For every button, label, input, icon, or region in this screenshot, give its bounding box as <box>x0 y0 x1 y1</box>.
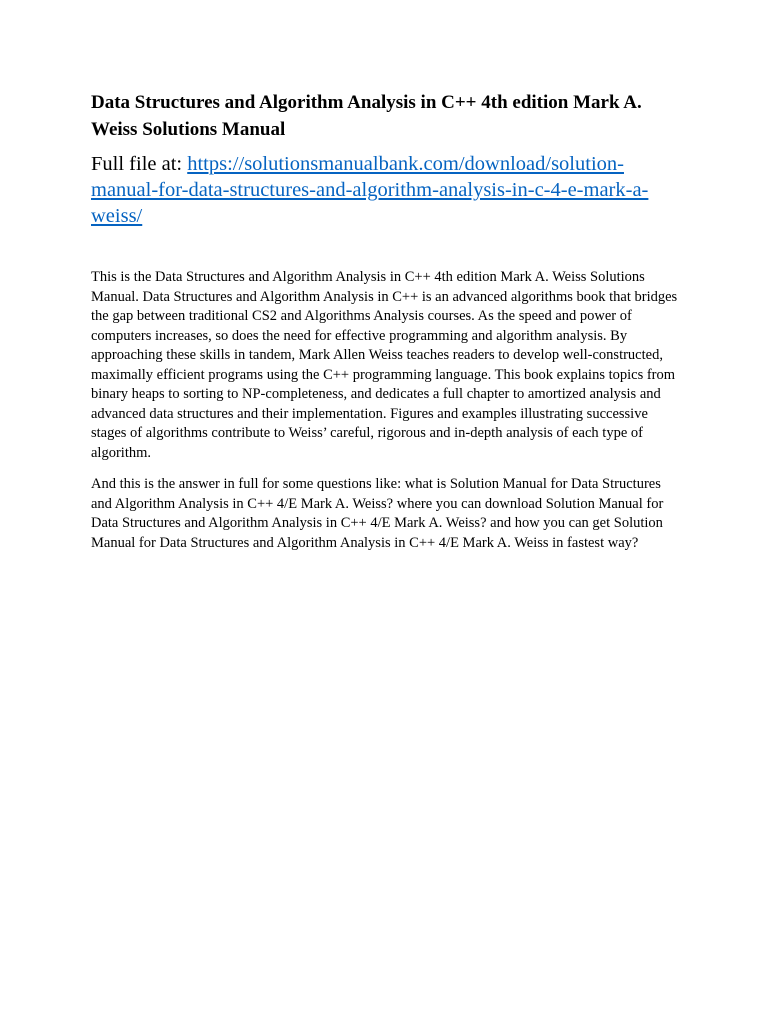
questions-paragraph: And this is the answer in full for some questions like: what is Solution Manual for Data Structures and Algorithm Analysis in C++ 4/E Mark A. Weiss? where you can download Solution Manual for Data Structures and Algorithm Analysis in C++ 4/E Mark A. Weiss? and how you can get Solution Manual for Data Structures and Algorithm Analysis in C++ 4/E Mark A. Weiss in fastest way? <box>91 476 664 551</box>
full-file-link[interactable]: https://solutionsmanualbank.com/download/solution-manual-for-data-structures-and-algorithm-analysis-in-c-4-e-mark-a-weiss/ <box>91 153 649 227</box>
full-file-line <box>91 151 681 229</box>
description-paragraph: This is the Data Structures and Algorithm Analysis in C++ 4th edition Mark A. Weiss Solutions Manual. Data Structures and Algorithm Analysis in C++ is an advanced algorithms book that bridges the gap between traditional CS2 and Algorithms Analysis courses. As the speed and power of computers increases, so does the need for effective programming and algorithm analysis. By approaching these skills in tandem, Mark Allen Weiss teaches readers to develop well-constructed, maximally efficient programs using the C++ programming language. This book explains topics from binary heaps to sorting to NP-completeness, and dedicates a full chapter to amortized analysis and advanced data structures and their implementation. Figures and examples illustrating successive stages of algorithms contribute to Weiss’ careful, rigorous and in-depth analysis of each type of algorithm. <box>91 269 678 461</box>
document-body <box>91 89 681 553</box>
full-file-label: Full file at: <box>91 153 188 175</box>
document-title: Data Structures and Algorithm Analysis in C++ 4th edition Mark A. Weiss Solutions Manual <box>91 92 642 140</box>
